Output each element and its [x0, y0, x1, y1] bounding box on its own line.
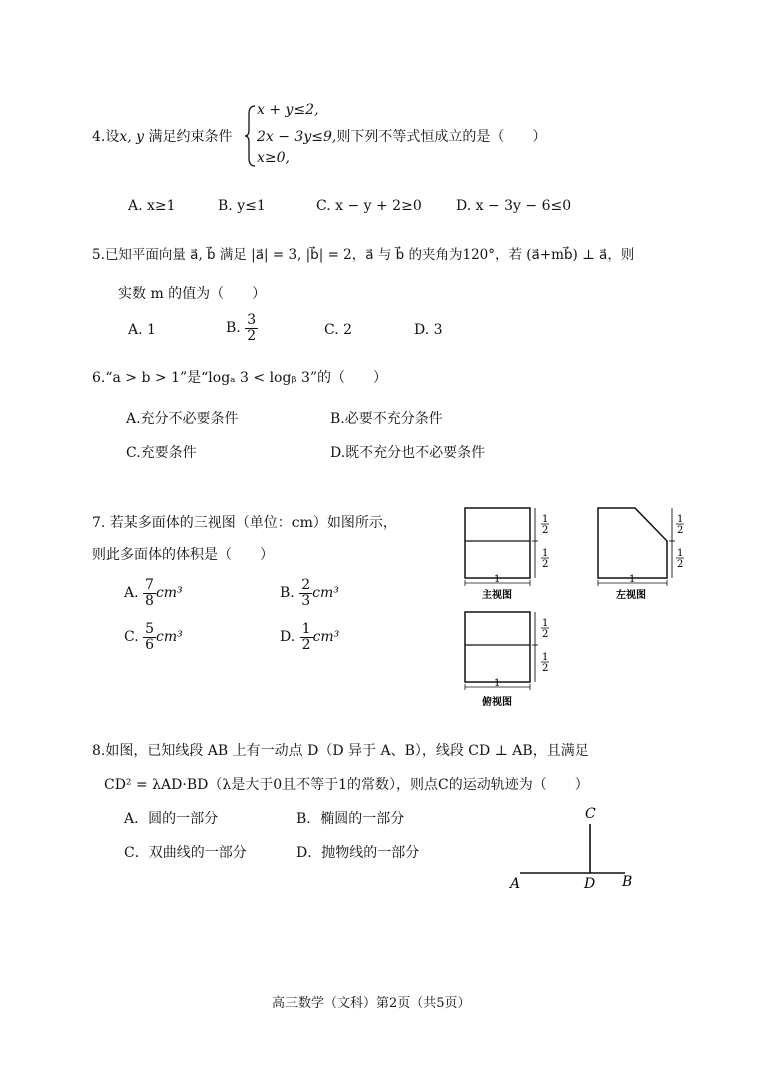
q6-option-c: C.充要条件: [126, 445, 197, 461]
svg-text:1: 1: [677, 514, 684, 525]
svg-text:1: 1: [542, 548, 549, 559]
q4-option-d: D. x − 3y − 6≤0: [456, 198, 572, 214]
q6-option-b: B.必要不充分条件: [330, 411, 443, 427]
svg-text:2: 2: [677, 525, 684, 536]
top-view: [465, 612, 549, 708]
point-a-label: A: [510, 876, 521, 892]
point-c-label: C: [585, 806, 596, 822]
q4-option-b: B. y≤1: [218, 198, 266, 214]
svg-text:1: 1: [494, 678, 501, 689]
front-view: [465, 508, 549, 601]
q5-option-c: C. 2: [324, 322, 353, 338]
svg-text:1: 1: [677, 548, 684, 559]
q7-option-d: D. $\frac{1}{2}$ cm³: [280, 621, 340, 653]
q6-option-d: D.既不充分也不必要条件: [330, 445, 486, 461]
q8-line-1: 8.如图，已知线段 AB 上有一动点 D（D 异于 A、B），线段 CD ⊥ AB，且满足: [92, 743, 589, 759]
top-view-label: 俯视图: [482, 697, 512, 708]
svg-text:2: 2: [542, 559, 549, 570]
q4-constraint-3: x≥0,: [257, 150, 290, 166]
svg-text:2: 2: [677, 559, 684, 570]
front-view-label: 主视图: [482, 590, 512, 601]
svg-text:2: 2: [542, 663, 549, 674]
svg-text:1: 1: [542, 652, 549, 663]
q8-option-c: C．双曲线的一部分: [124, 845, 247, 861]
q4-option-a: A. x≥1: [128, 198, 176, 214]
q8-figure: [500, 800, 650, 895]
q4-constraint-1: x + y≤2,: [257, 102, 319, 118]
q4-constraint-2: 2x − 3y≤9,则下列不等式恒成立的是（ ）: [257, 129, 547, 145]
q7-line-1: 7. 若某多面体的三视图（单位：cm）如图所示，: [92, 515, 397, 531]
point-b-label: B: [622, 874, 633, 890]
q8-option-a: A．圆的一部分: [124, 811, 219, 827]
q5-line-2: 实数 m 的值为（ ）: [118, 286, 267, 302]
q8-line-2: CD² = λAD·BD（λ是大于0且不等于1的常数），则点C的运动轨迹为（ ）: [104, 777, 589, 793]
q8-option-b: B．椭圆的一部分: [296, 811, 405, 827]
q7-option-a: A. $\frac{7}{8}$ cm³: [124, 577, 183, 609]
svg-text:1: 1: [542, 514, 549, 525]
q6-option-a: A.充分不必要条件: [126, 411, 239, 427]
q4-stem: 4.设x, y 满足约束条件: [92, 129, 233, 145]
q5-option-b-fraction: $\frac{3}{2}$: [247, 312, 257, 344]
svg-text:1: 1: [629, 574, 636, 585]
side-view: [598, 508, 684, 601]
q6-stem: 6.“a > b > 1”是“logₐ 3 < logᵦ 3”的（ ）: [92, 370, 388, 386]
q8-option-d: D．抛物线的一部分: [296, 845, 420, 861]
svg-text:1: 1: [494, 574, 501, 585]
q4-brace: [245, 104, 257, 168]
q4-option-c: C. x − y + 2≥0: [316, 198, 422, 214]
svg-text:2: 2: [542, 629, 549, 640]
point-d-label: D: [584, 876, 596, 892]
page-footer: 高三数学（文科）第2页（共5页）: [272, 996, 471, 1011]
q5-option-a: A. 1: [128, 322, 156, 338]
q5-option-b: B. $\frac{3}{2}$: [226, 312, 257, 344]
q7-option-b: B. $\frac{2}{3}$ cm³: [280, 577, 339, 609]
q5-line-1: 5.已知平面向量 a⃗, b⃗ 满足 |a⃗| = 3, |b⃗| = 2，a⃗ 与 b⃗ 的夹角为120°，若 (a⃗+mb⃗) ⊥ a⃗，则: [92, 247, 635, 263]
q7-three-view-figure: [455, 500, 695, 712]
q5-option-d: D. 3: [414, 322, 443, 338]
q7-line-2: 则此多面体的体积是（ ）: [92, 547, 274, 563]
svg-text:2: 2: [542, 525, 549, 536]
side-view-label: 左视图: [616, 590, 646, 601]
svg-text:1: 1: [542, 618, 549, 629]
q7-option-c: C. $\frac{5}{6}$ cm³: [124, 621, 183, 653]
